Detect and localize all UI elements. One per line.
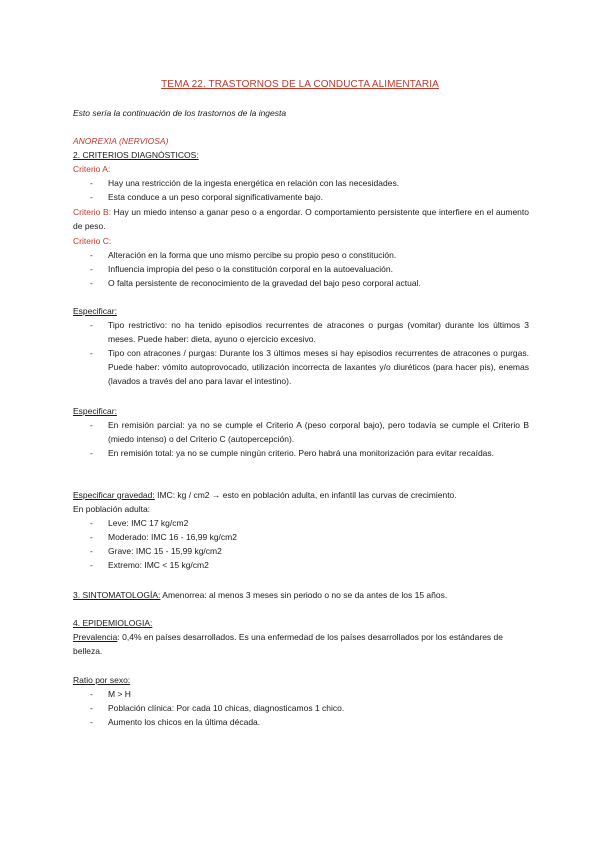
list-item: - Tipo restrictivo: no ha tenido episodios recurrentes de atracones o purgas (vomitar) durante los últimos 3 meses. Puede haber: dieta, ayuno o ejercicio excesivo.	[73, 318, 529, 346]
especificar-remision-list	[73, 418, 529, 460]
list-item: - Hay una restricción de la ingesta energética en relación con las necesidades.	[73, 176, 529, 190]
list-item: - Extremo: IMC < 15 kg/cm2	[73, 558, 529, 572]
gravedad-label: Especificar gravedad:	[73, 490, 155, 500]
sintomatologia-text: Amenorrea: al menos 3 meses sin periodo o no se da antes de los 15 años.	[160, 590, 448, 600]
gravedad-text: IMC: kg / cm2 → esto en población adulta, en infantil las curvas de crecimiento.	[154, 490, 457, 500]
section-anorexia: ANOREXIA (NERVIOSA)	[73, 136, 169, 146]
criterio-b-text: Hay un miedo intenso a ganar peso o a engordar. O comportamiento persistente que interfiere en el aumento de peso.	[73, 207, 529, 231]
ratio-list	[73, 687, 529, 729]
criterio-c-label: Criterio C:	[73, 236, 112, 246]
criteria-heading: 2. CRITERIOS DIAGNÓSTICOS:	[73, 150, 199, 160]
epidemiologia-heading: 4. EPIDEMIOLOGIA:	[73, 618, 153, 628]
sintomatologia-label: 3. SINTOMATOLOGÍA:	[73, 590, 161, 600]
especificar-tipo-heading: Especificar:	[73, 306, 117, 316]
list-item: - M > H	[73, 687, 529, 701]
list-item: - Moderado: IMC 16 - 16,99 kg/cm2	[73, 530, 529, 544]
list-item: - Leve: IMC 17 kg/cm2	[73, 516, 529, 530]
gravedad-sub: En población adulta:	[73, 504, 151, 514]
gravedad-list	[73, 516, 529, 572]
gravedad-line	[73, 488, 529, 502]
sintomatologia-line	[73, 588, 529, 602]
intro-text: Esto sería la continuación de los trastornos de la ingesta	[73, 108, 287, 118]
page-title: TEMA 22. TRASTORNOS DE LA CONDUCTA ALIMENTARIA	[161, 79, 439, 90]
list-item: - Grave: IMC 15 - 15,99 kg/cm2	[73, 544, 529, 558]
prevalencia-para	[73, 630, 529, 658]
criterio-b	[73, 205, 529, 233]
list-item: - Esta conduce a un peso corporal significativamente bajo.	[73, 190, 529, 204]
criterio-c-list	[73, 248, 529, 290]
list-item: - Influencia impropia del peso o la constitución corporal en la autoevaluación.	[73, 262, 529, 276]
list-item: - En remisión total: ya no se cumple ningún criterio. Pero habrá una monitorización para evitar recaídas.	[73, 446, 529, 460]
criterio-a-list	[73, 176, 529, 204]
list-item: - Población clínica: Por cada 10 chicas, diagnosticamos 1 chico.	[73, 701, 529, 715]
list-item: - O falta persistente de reconocimiento de la gravedad del bajo peso corporal actual.	[73, 276, 529, 290]
prevalencia-label: Prevalencia	[73, 632, 118, 642]
list-item: - Alteración en la forma que uno mismo percibe su propio peso o constitución.	[73, 248, 529, 262]
list-item: - En remisión parcial: ya no se cumple el Criterio A (peso corporal bajo), pero todavía se cumple el Criterio B (miedo intenso) o del Criterio C (autopercepción).	[73, 418, 529, 446]
ratio-heading: Ratio por sexo:	[73, 675, 131, 685]
criterio-a-label: Criterio A:	[73, 164, 111, 174]
especificar-remision-heading: Especificar:	[73, 406, 117, 416]
list-item: - Aumento los chicos en la última década.	[73, 715, 529, 729]
prevalencia-text: : 0,4% en países desarrollados. Es una enfermedad de los países desarrollados por los estándares de belleza.	[73, 632, 503, 656]
especificar-tipo-list	[73, 318, 529, 388]
criterio-b-label: Criterio B:	[73, 207, 112, 217]
list-item: - Tipo con atracones / purgas: Durante los 3 últimos meses si hay episodios recurrentes de atracones o purgas. Puede haber: vómito autoprovocado, utilización incorrecta de laxantes y/o diuréticos (para hacer pis), enemas (lavados a través del ano para lavar el intestino).	[73, 346, 529, 388]
